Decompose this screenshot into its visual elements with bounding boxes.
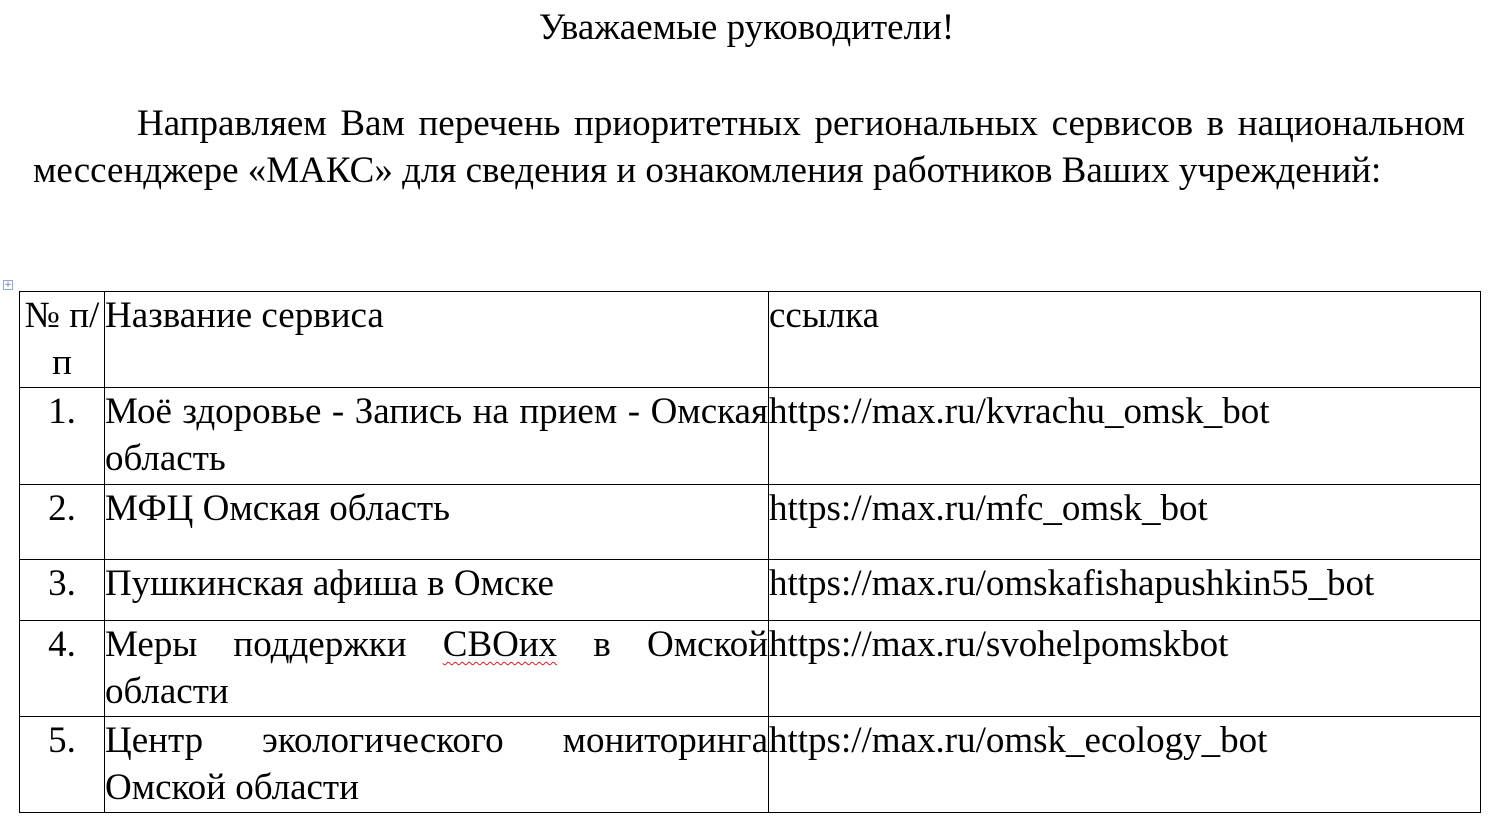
spellcheck-flagged-word[interactable]: СВОих [442, 624, 558, 665]
row-number-cell: 2. [20, 485, 105, 560]
header-number-cell: № п/п [20, 292, 105, 388]
service-name-cell: Центр экологического мониторинга Омской области [105, 717, 769, 813]
service-name-part: Меры поддержки [105, 624, 443, 665]
service-link-cell[interactable]: https://max.ru/kvrachu_omsk_bot [769, 388, 1481, 485]
service-link-cell[interactable]: https://max.ru/mfc_omsk_bot [769, 485, 1481, 560]
header-link-cell: ссылка [769, 292, 1481, 388]
table-header-row [20, 292, 1481, 388]
service-name-cell [105, 621, 769, 717]
intro-paragraph: Направляем Вам перечень приоритетных региональных сервисов в национальном мессенджере «МАКС» для сведения и ознакомления работников Ваших учреждений: [33, 103, 1465, 191]
row-number-cell: 5. [20, 717, 105, 813]
row-number-cell: 3. [20, 560, 105, 621]
move-handle-icon[interactable]: + [4, 280, 12, 290]
row-number-cell: 4. [20, 621, 105, 717]
service-name-part: в Омской области [105, 624, 768, 712]
table-row [20, 388, 1481, 485]
service-name-cell: Моё здоровье - Запись на прием - Омская область [105, 388, 769, 485]
table-row [20, 560, 1481, 621]
service-name-cell: Пушкинская афиша в Омске [105, 560, 769, 621]
service-link-cell[interactable]: https://max.ru/omskafishapushkin55_bot [769, 560, 1481, 621]
table-row [20, 485, 1481, 560]
service-link-cell[interactable]: https://max.ru/omsk_ecology_bot [769, 717, 1481, 813]
table-row [20, 621, 1481, 717]
service-name-cell: МФЦ Омская область [105, 485, 769, 560]
service-link-cell[interactable]: https://max.ru/svohelpomskbot [769, 621, 1481, 717]
services-table [19, 291, 1481, 813]
header-name-cell: Название сервиса [105, 292, 769, 388]
row-number-cell: 1. [20, 388, 105, 485]
table-row [20, 717, 1481, 813]
document-title: Уважаемые руководители! [538, 7, 955, 48]
